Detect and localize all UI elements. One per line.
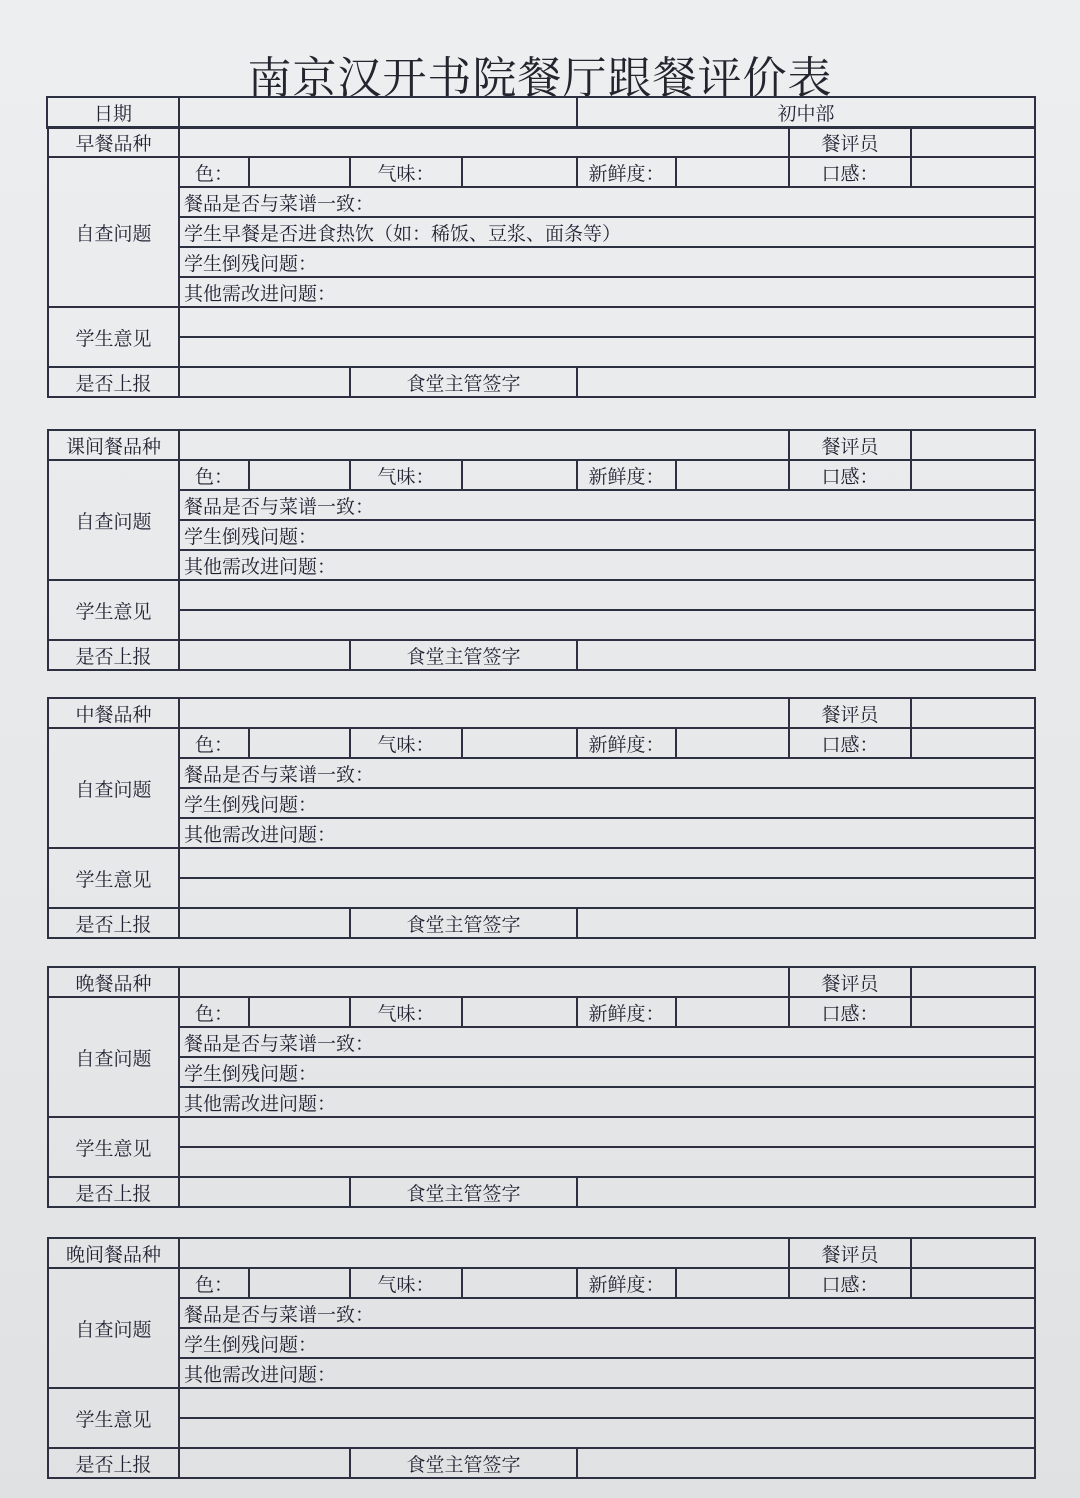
smell-field[interactable]: [462, 1268, 577, 1298]
menu-match-question[interactable]: 餐品是否与菜谱一致：: [179, 187, 1035, 217]
freshness-label: 新鲜度：: [577, 997, 676, 1027]
form-title: 南京汉开书院餐厅跟餐评价表: [247, 53, 833, 104]
supervisor-sign-field[interactable]: [577, 908, 1035, 938]
smell-field[interactable]: [462, 157, 577, 187]
freshness-field[interactable]: [676, 997, 789, 1027]
color-field[interactable]: [249, 728, 350, 758]
report-label: 是否上报: [48, 908, 179, 938]
smell-field[interactable]: [462, 997, 577, 1027]
taste-field[interactable]: [911, 728, 1035, 758]
student-opinion-field[interactable]: [179, 848, 1035, 878]
freshness-label: 新鲜度：: [577, 728, 676, 758]
freshness-label: 新鲜度：: [577, 460, 676, 490]
supervisor-sign-label: 食堂主管签字: [350, 1177, 577, 1207]
student-opinion-label: 学生意见: [48, 1117, 179, 1177]
other-issues-question[interactable]: 其他需改进问题：: [179, 818, 1035, 848]
smell-label: 气味：: [350, 728, 462, 758]
meal-type-field[interactable]: [179, 1238, 789, 1268]
meal-type-field[interactable]: [179, 967, 789, 997]
smell-field[interactable]: [462, 460, 577, 490]
student-opinion-field[interactable]: [179, 878, 1035, 908]
student-opinion-field[interactable]: [179, 580, 1035, 610]
freshness-field[interactable]: [676, 1268, 789, 1298]
meal-type-label: 早餐品种: [48, 127, 179, 157]
supervisor-sign-label: 食堂主管签字: [350, 908, 577, 938]
color-field[interactable]: [249, 460, 350, 490]
division-label: 初中部: [577, 97, 1035, 128]
student-opinion-field[interactable]: [179, 1117, 1035, 1147]
rater-field[interactable]: [911, 967, 1035, 997]
header-table: [46, 96, 1036, 129]
color-label: 色：: [179, 728, 249, 758]
report-field[interactable]: [179, 1448, 350, 1478]
self-check-label: 自查问题: [48, 460, 179, 580]
color-label: 色：: [179, 1268, 249, 1298]
student-opinion-field[interactable]: [179, 1388, 1035, 1418]
taste-label: 口感：: [789, 728, 911, 758]
self-check-label: 自查问题: [48, 1268, 179, 1388]
self-check-label: 自查问题: [48, 728, 179, 848]
report-label: 是否上报: [48, 1177, 179, 1207]
smell-label: 气味：: [350, 1268, 462, 1298]
student-opinion-field[interactable]: [179, 610, 1035, 640]
rater-label: 餐评员: [789, 1238, 911, 1268]
meal-section: [47, 966, 1036, 1208]
leftover-question[interactable]: 学生倒残问题：: [179, 247, 1035, 277]
color-label: 色：: [179, 997, 249, 1027]
rater-label: 餐评员: [789, 430, 911, 460]
rater-label: 餐评员: [789, 967, 911, 997]
supervisor-sign-field[interactable]: [577, 640, 1035, 670]
report-field[interactable]: [179, 640, 350, 670]
meal-type-label: 晚间餐品种: [48, 1238, 179, 1268]
student-opinion-field[interactable]: [179, 1147, 1035, 1177]
meal-type-label: 中餐品种: [48, 698, 179, 728]
color-field[interactable]: [249, 1268, 350, 1298]
report-field[interactable]: [179, 908, 350, 938]
menu-match-question[interactable]: 餐品是否与菜谱一致：: [179, 490, 1035, 520]
taste-field[interactable]: [911, 157, 1035, 187]
leftover-question[interactable]: 学生倒残问题：: [179, 1328, 1035, 1358]
self-check-label: 自查问题: [48, 157, 179, 307]
taste-label: 口感：: [789, 1268, 911, 1298]
supervisor-sign-label: 食堂主管签字: [350, 367, 577, 397]
leftover-question[interactable]: 学生倒残问题：: [179, 1057, 1035, 1087]
supervisor-sign-field[interactable]: [577, 367, 1035, 397]
student-opinion-label: 学生意见: [48, 1388, 179, 1448]
rater-label: 餐评员: [789, 127, 911, 157]
meal-section: [47, 429, 1036, 671]
freshness-field[interactable]: [676, 460, 789, 490]
menu-match-question[interactable]: 餐品是否与菜谱一致：: [179, 758, 1035, 788]
self-check-label: 自查问题: [48, 997, 179, 1117]
rater-field[interactable]: [911, 1238, 1035, 1268]
taste-field[interactable]: [911, 1268, 1035, 1298]
smell-field[interactable]: [462, 728, 577, 758]
meal-section: [47, 1237, 1036, 1479]
report-field[interactable]: [179, 367, 350, 397]
color-field[interactable]: [249, 997, 350, 1027]
other-issues-question[interactable]: 其他需改进问题：: [179, 277, 1035, 307]
student-opinion-field[interactable]: [179, 1418, 1035, 1448]
supervisor-sign-label: 食堂主管签字: [350, 1448, 577, 1478]
freshness-field[interactable]: [676, 728, 789, 758]
color-field[interactable]: [249, 157, 350, 187]
other-issues-question[interactable]: 其他需改进问题：: [179, 1358, 1035, 1388]
meal-type-field[interactable]: [179, 698, 789, 728]
student-opinion-label: 学生意见: [48, 848, 179, 908]
student-opinion-field[interactable]: [179, 337, 1035, 367]
color-label: 色：: [179, 157, 249, 187]
hot-drink-question[interactable]: 学生早餐是否进食热饮（如：稀饭、豆浆、面条等）: [179, 217, 1035, 247]
smell-label: 气味：: [350, 997, 462, 1027]
taste-field[interactable]: [911, 997, 1035, 1027]
menu-match-question[interactable]: 餐品是否与菜谱一致：: [179, 1298, 1035, 1328]
smell-label: 气味：: [350, 157, 462, 187]
report-label: 是否上报: [48, 1448, 179, 1478]
other-issues-question[interactable]: 其他需改进问题：: [179, 1087, 1035, 1117]
taste-field[interactable]: [911, 460, 1035, 490]
supervisor-sign-field[interactable]: [577, 1448, 1035, 1478]
supervisor-sign-field[interactable]: [577, 1177, 1035, 1207]
report-label: 是否上报: [48, 640, 179, 670]
meal-type-field[interactable]: [179, 430, 789, 460]
rater-field[interactable]: [911, 430, 1035, 460]
leftover-question[interactable]: 学生倒残问题：: [179, 788, 1035, 818]
freshness-field[interactable]: [676, 157, 789, 187]
meal-section: [47, 697, 1036, 939]
date-field[interactable]: [179, 97, 577, 128]
report-label: 是否上报: [48, 367, 179, 397]
date-label: 日期: [47, 97, 179, 128]
freshness-label: 新鲜度：: [577, 1268, 676, 1298]
menu-match-question[interactable]: 餐品是否与菜谱一致：: [179, 1027, 1035, 1057]
meal-section: [47, 126, 1036, 398]
freshness-label: 新鲜度：: [577, 157, 676, 187]
rater-field[interactable]: [911, 698, 1035, 728]
student-opinion-label: 学生意见: [48, 580, 179, 640]
leftover-question[interactable]: 学生倒残问题：: [179, 520, 1035, 550]
taste-label: 口感：: [789, 997, 911, 1027]
supervisor-sign-label: 食堂主管签字: [350, 640, 577, 670]
rater-field[interactable]: [911, 127, 1035, 157]
student-opinion-field[interactable]: [179, 307, 1035, 337]
meal-type-label: 课间餐品种: [48, 430, 179, 460]
other-issues-question[interactable]: 其他需改进问题：: [179, 550, 1035, 580]
taste-label: 口感：: [789, 460, 911, 490]
meal-type-field[interactable]: [179, 127, 789, 157]
student-opinion-label: 学生意见: [48, 307, 179, 367]
meal-type-label: 晚餐品种: [48, 967, 179, 997]
rater-label: 餐评员: [789, 698, 911, 728]
taste-label: 口感：: [789, 157, 911, 187]
smell-label: 气味：: [350, 460, 462, 490]
color-label: 色：: [179, 460, 249, 490]
report-field[interactable]: [179, 1177, 350, 1207]
